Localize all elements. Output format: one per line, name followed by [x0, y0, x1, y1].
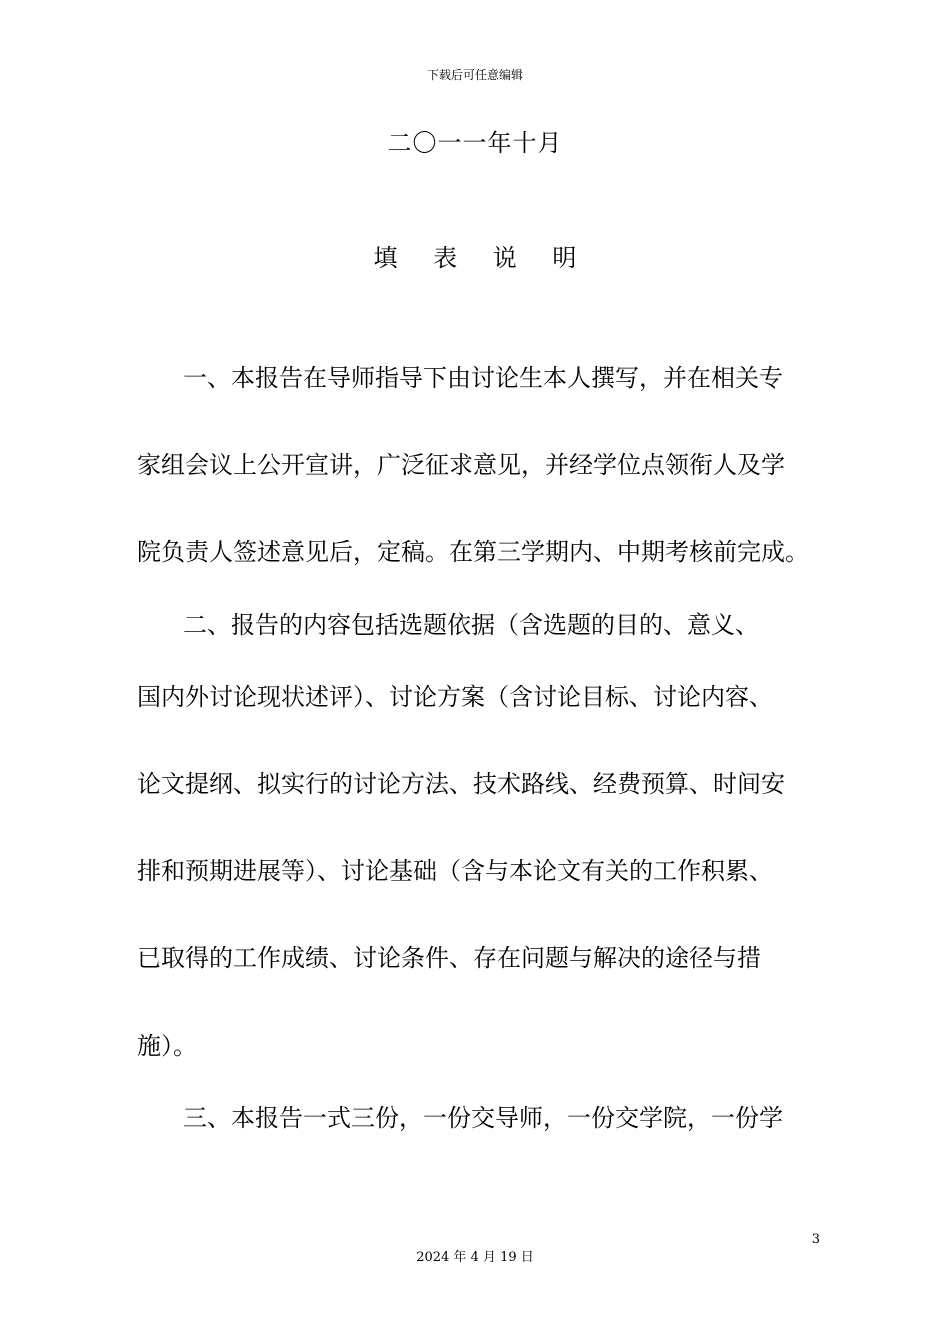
- paragraph-line: 论文提纲、拟实行的讨论方法、技术路线、经费预算、时间安: [137, 770, 785, 798]
- paragraph-line: 排和预期进展等）、讨论基础（含与本论文有关的工作积累、: [137, 857, 773, 885]
- document-date: 二〇一一年十月: [387, 129, 563, 157]
- paragraph-line: 家组会议上公开宣讲，广泛征求意见，并经学位点领衔人及学: [137, 451, 785, 479]
- section-title: 填 表 说 明: [373, 244, 591, 272]
- paragraph-line: 二、报告的内容包括选题依据（含选题的目的、意义、: [183, 611, 759, 639]
- footer-date: 2024 年 4 月 19 日: [416, 1250, 534, 1265]
- paragraph-line: 三、本报告一式三份，一份交导师，一份交学院，一份学: [183, 1104, 783, 1132]
- page-header-note: 下载后可任意编辑: [426, 68, 523, 82]
- paragraph-line: 国内外讨论现状述评）、讨论方案（含讨论目标、讨论内容、: [137, 683, 773, 711]
- paragraph-line: 施）。: [137, 1032, 197, 1060]
- page-number: 3: [811, 1232, 820, 1247]
- paragraph-line: 院负责人签述意见后，定稿。在第三学期内、中期考核前完成。: [137, 538, 809, 566]
- paragraph-line: 已取得的工作成绩、讨论条件、存在问题与解决的途径与措: [137, 944, 761, 972]
- paragraph-line: 一、本报告在导师指导下由讨论生本人撰写，并在相关专: [183, 364, 783, 392]
